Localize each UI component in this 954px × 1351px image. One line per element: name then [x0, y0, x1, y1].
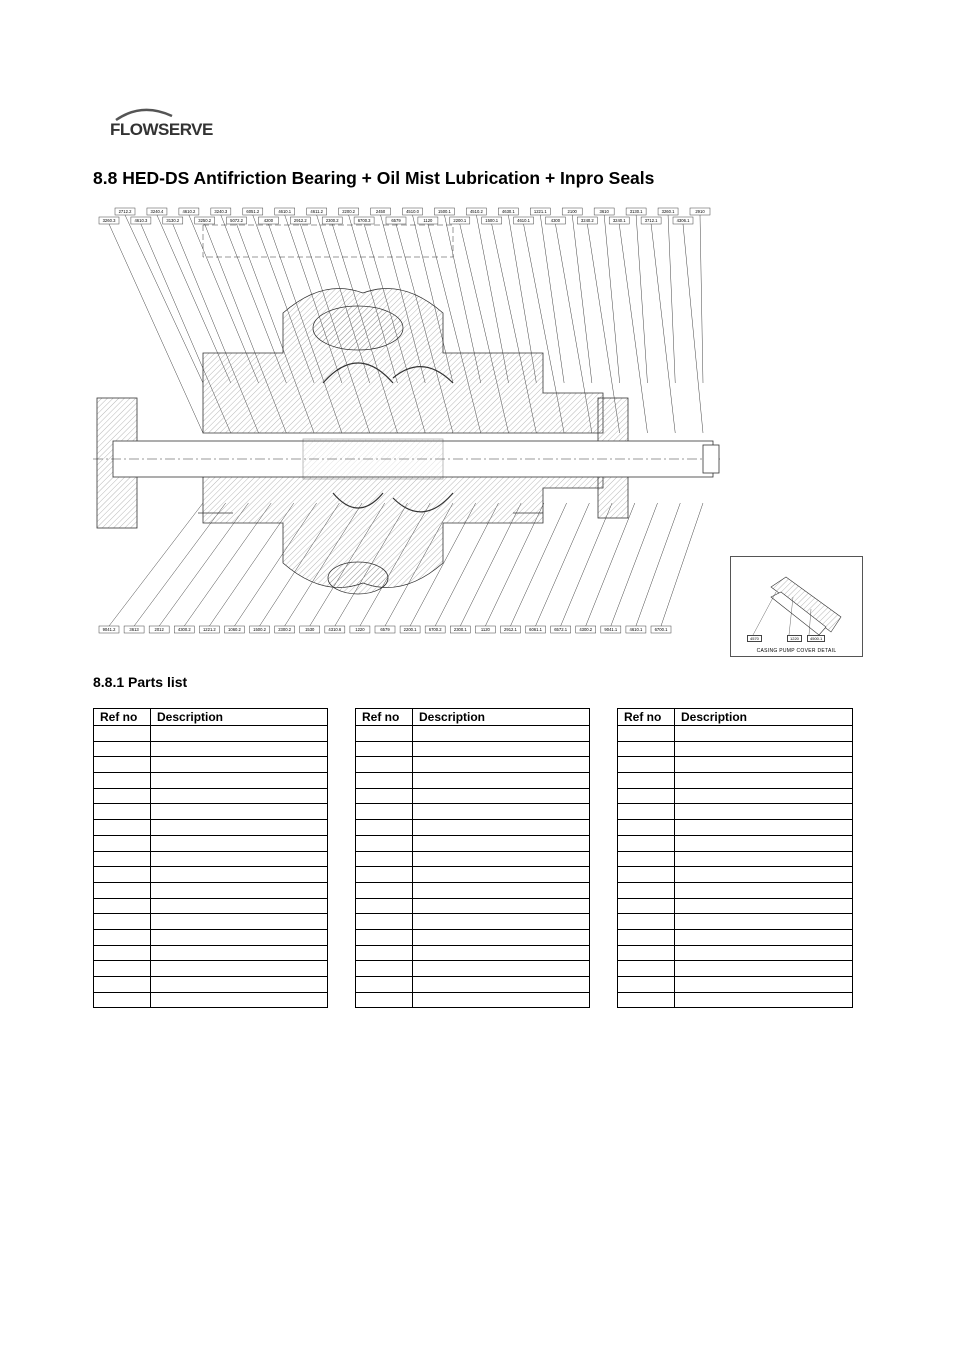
callout-label: 4310.6	[328, 627, 342, 632]
table-row	[618, 804, 853, 820]
description-cell	[675, 882, 853, 898]
description-cell	[675, 835, 853, 851]
table-row	[356, 898, 590, 914]
ref-no-cell	[618, 741, 675, 757]
callout-label: 6700.2	[428, 627, 442, 632]
callout-label: 5072.2	[230, 218, 243, 223]
description-cell	[151, 804, 328, 820]
ref-no-cell	[94, 945, 151, 961]
table-row	[356, 820, 590, 836]
callout-label: 9041.2	[102, 627, 116, 632]
leader-line	[683, 224, 703, 433]
callout-label: 2200.2	[342, 209, 356, 214]
table-row	[94, 741, 328, 757]
leader-line	[572, 215, 592, 383]
ref-no-cell	[356, 804, 413, 820]
ref-no-cell	[618, 914, 675, 930]
table-row	[618, 835, 853, 851]
description-cell	[151, 757, 328, 773]
pump-body	[93, 225, 723, 594]
leader-line	[661, 503, 703, 626]
ref-no-cell	[356, 788, 413, 804]
callout-label: 4610.1	[517, 218, 530, 223]
table-row	[356, 788, 590, 804]
table-row	[618, 914, 853, 930]
ref-no-header: Ref no	[618, 709, 675, 726]
ref-no-cell	[618, 961, 675, 977]
ref-no-cell	[356, 741, 413, 757]
ref-no-cell	[356, 898, 413, 914]
callout-label: 3240.4	[150, 209, 164, 214]
parts-list-heading: 8.8.1 Parts list	[93, 674, 188, 690]
description-header: Description	[675, 709, 853, 726]
bottom-labels	[99, 626, 671, 633]
description-cell	[151, 977, 328, 993]
callout-label: 3260.3	[102, 218, 116, 223]
ref-no-cell	[94, 914, 151, 930]
callout-label: 1500.1	[438, 209, 451, 214]
ref-no-cell	[618, 992, 675, 1008]
callout-label: 1221.2	[202, 627, 216, 632]
table-row	[356, 804, 590, 820]
description-cell	[413, 820, 590, 836]
description-cell	[151, 867, 328, 883]
callout-label: 3610	[599, 209, 609, 214]
description-cell	[675, 726, 853, 742]
logo-text: FLOWSERVE	[110, 120, 213, 139]
callout-label: 3260.1	[661, 209, 675, 214]
ref-no-cell	[618, 945, 675, 961]
top-labels-row1	[115, 208, 710, 215]
section-title: 8.8 HED-DS Antifriction Bearing + Oil Mist Lubrication + Inpro Seals	[93, 168, 655, 188]
table-row	[94, 945, 328, 961]
ref-no-cell	[94, 977, 151, 993]
description-cell	[151, 898, 328, 914]
description-cell	[151, 992, 328, 1008]
ref-no-cell	[356, 914, 413, 930]
ref-no-cell	[618, 867, 675, 883]
description-header: Description	[413, 709, 590, 726]
callout-label: 1120	[423, 218, 433, 223]
description-cell	[151, 820, 328, 836]
description-cell	[151, 773, 328, 789]
callout-label: 1221.1	[533, 209, 547, 214]
description-cell	[151, 851, 328, 867]
ref-no-cell	[356, 961, 413, 977]
table-row	[356, 961, 590, 977]
description-cell	[413, 835, 590, 851]
ref-no-cell	[94, 804, 151, 820]
leader-line	[540, 215, 564, 383]
description-cell	[413, 914, 590, 930]
callout-label: 4300.2	[177, 627, 191, 632]
ref-no-cell	[356, 773, 413, 789]
description-cell	[413, 851, 590, 867]
callout-label: 2300.2	[325, 218, 339, 223]
table-row	[94, 898, 328, 914]
table-row	[94, 757, 328, 773]
leader-line	[636, 503, 680, 626]
table-row	[356, 945, 590, 961]
pump-cross-section-drawing	[93, 203, 723, 638]
callout-label: 3240.1	[612, 218, 626, 223]
callout-label: 4610.1	[629, 627, 643, 632]
ref-no-cell	[618, 757, 675, 773]
description-cell	[675, 788, 853, 804]
ref-no-cell	[94, 851, 151, 867]
description-cell	[413, 929, 590, 945]
leader-line	[604, 215, 620, 383]
description-header: Description	[151, 709, 328, 726]
description-cell	[151, 961, 328, 977]
ref-no-cell	[94, 835, 151, 851]
ref-no-cell	[356, 882, 413, 898]
ref-no-cell	[618, 726, 675, 742]
leader-line	[586, 503, 635, 626]
description-cell	[151, 788, 328, 804]
description-cell	[151, 914, 328, 930]
description-cell	[151, 945, 328, 961]
description-cell	[413, 741, 590, 757]
table-row	[618, 741, 853, 757]
table-row	[94, 992, 328, 1008]
description-cell	[413, 867, 590, 883]
description-cell	[675, 820, 853, 836]
description-cell	[413, 977, 590, 993]
callout-label: 3130.2	[166, 218, 180, 223]
description-cell	[151, 741, 328, 757]
table-row	[618, 757, 853, 773]
table-row	[94, 914, 328, 930]
description-cell	[413, 773, 590, 789]
callout-label: 6579	[380, 627, 390, 632]
callout-label: 1500.2	[253, 627, 266, 632]
table-row	[618, 961, 853, 977]
table-row	[356, 851, 590, 867]
callout-label: 4510.0	[406, 209, 419, 214]
ref-no-cell	[356, 726, 413, 742]
table-row	[356, 992, 590, 1008]
callout-label: 3130.1	[629, 209, 643, 214]
description-cell	[151, 726, 328, 742]
table-row	[94, 820, 328, 836]
ref-no-cell	[94, 992, 151, 1008]
callout-label: 6572.1	[554, 627, 568, 632]
description-cell	[675, 945, 853, 961]
callout-label: 4610.1	[278, 209, 292, 214]
table-row	[618, 773, 853, 789]
description-cell	[413, 882, 590, 898]
ref-no-cell	[94, 726, 151, 742]
description-cell	[675, 757, 853, 773]
table-row	[94, 851, 328, 867]
ref-no-cell	[618, 773, 675, 789]
table-row	[94, 773, 328, 789]
table-row	[356, 977, 590, 993]
description-cell	[675, 914, 853, 930]
table-row	[356, 741, 590, 757]
callout-label: 4610.2	[182, 209, 196, 214]
callout-label: 1220	[355, 627, 365, 632]
leader-line	[700, 215, 703, 383]
callout-label: 6579	[391, 218, 401, 223]
ref-no-cell	[356, 945, 413, 961]
callout-label: 2200.1	[403, 627, 417, 632]
ref-no-cell	[356, 992, 413, 1008]
description-cell	[675, 929, 853, 945]
callout-label: 4300	[550, 218, 561, 223]
description-cell	[675, 867, 853, 883]
description-cell	[675, 961, 853, 977]
description-cell	[675, 773, 853, 789]
ref-no-cell	[356, 835, 413, 851]
callout-label: 9041.1	[604, 627, 618, 632]
leader-line	[668, 215, 675, 383]
table-row	[618, 788, 853, 804]
callout-label: 2912.2	[293, 218, 307, 223]
description-cell	[675, 851, 853, 867]
callout-label: 4610.3	[134, 218, 148, 223]
leader-line	[611, 503, 658, 626]
table-row	[356, 835, 590, 851]
ref-no-cell	[94, 788, 151, 804]
ref-no-cell	[618, 882, 675, 898]
table-row	[356, 882, 590, 898]
detail-label: 4570	[747, 635, 762, 642]
table-row	[94, 929, 328, 945]
table-row	[618, 726, 853, 742]
ref-no-cell	[618, 820, 675, 836]
leader-line	[636, 215, 647, 383]
callout-label: 4306.1	[676, 218, 690, 223]
table-row	[356, 726, 590, 742]
table-row	[94, 977, 328, 993]
description-cell	[413, 726, 590, 742]
callout-label: 1060.2	[228, 627, 241, 632]
callout-label: 3240.3	[214, 209, 228, 214]
ref-no-cell	[618, 898, 675, 914]
callout-label: 2450	[375, 209, 386, 214]
table-row	[618, 820, 853, 836]
table-row	[94, 788, 328, 804]
callout-label: 2910	[695, 209, 705, 214]
description-cell	[151, 835, 328, 851]
top-labels-row2	[99, 217, 693, 224]
ref-no-cell	[94, 898, 151, 914]
description-cell	[413, 788, 590, 804]
description-cell	[151, 882, 328, 898]
leader-line	[125, 215, 203, 383]
table-row	[356, 929, 590, 945]
ref-no-cell	[94, 961, 151, 977]
callout-label: 6700.1	[654, 627, 668, 632]
ref-no-header: Ref no	[356, 709, 413, 726]
ref-no-cell	[94, 741, 151, 757]
table-row	[356, 757, 590, 773]
ref-no-cell	[356, 820, 413, 836]
leader-line	[536, 503, 590, 626]
ref-no-cell	[618, 929, 675, 945]
table-row	[356, 914, 590, 930]
table-row	[94, 882, 328, 898]
callout-label: 6051.2	[246, 209, 260, 214]
ref-no-cell	[94, 757, 151, 773]
description-cell	[413, 961, 590, 977]
table-row	[94, 726, 328, 742]
callout-label: 6700.3	[357, 218, 371, 223]
ref-no-cell	[94, 867, 151, 883]
callout-label: 2200.1	[453, 218, 467, 223]
table-row	[356, 867, 590, 883]
detail-label: 4500.1	[807, 635, 825, 642]
ref-no-cell	[356, 851, 413, 867]
casing-pump-cover-detail	[730, 556, 863, 657]
table-row	[618, 898, 853, 914]
description-cell	[675, 741, 853, 757]
description-cell	[151, 929, 328, 945]
ref-no-cell	[618, 788, 675, 804]
parts-table-1	[93, 708, 328, 1008]
table-row	[94, 867, 328, 883]
table-row	[356, 773, 590, 789]
callout-label: 1500.1	[485, 218, 499, 223]
table-row	[94, 804, 328, 820]
table-row	[618, 992, 853, 1008]
description-cell	[413, 945, 590, 961]
callout-label: 4510.2	[469, 209, 483, 214]
table-row	[618, 929, 853, 945]
callout-label: 3613	[129, 627, 139, 632]
callout-label: 4611.2	[310, 209, 323, 214]
callout-label: 4630.1	[501, 209, 515, 214]
parts-table-3	[617, 708, 853, 1008]
table-row	[94, 961, 328, 977]
callout-label: 3712.1	[644, 218, 658, 223]
description-cell	[675, 992, 853, 1008]
callout-label: 1530	[305, 627, 315, 632]
flowserve-logo	[110, 106, 220, 146]
table-row	[618, 851, 853, 867]
callout-label: 2912.1	[504, 627, 517, 632]
callout-label: 6061.1	[529, 627, 542, 632]
callout-label: 2300.1	[453, 627, 467, 632]
callout-label: 3250.2	[198, 218, 212, 223]
ref-no-cell	[618, 835, 675, 851]
callout-label: 2012	[154, 627, 164, 632]
callout-label: 2712.2	[118, 209, 132, 214]
table-row	[618, 977, 853, 993]
ref-no-header: Ref no	[94, 709, 151, 726]
callout-label: 2300.2	[278, 627, 292, 632]
table-row	[618, 945, 853, 961]
description-cell	[675, 804, 853, 820]
ref-no-cell	[618, 977, 675, 993]
description-cell	[413, 757, 590, 773]
callout-label: 3240.2	[580, 218, 594, 223]
ref-no-cell	[618, 851, 675, 867]
leader-line	[651, 224, 675, 433]
callout-label: 4200	[263, 218, 274, 223]
detail-label: 1220	[787, 635, 802, 642]
table-row	[94, 835, 328, 851]
description-cell	[413, 992, 590, 1008]
callout-label: 4300.2	[579, 627, 593, 632]
callout-label: 1120	[480, 627, 490, 632]
detail-caption: CASING PUMP COVER DETAIL	[756, 648, 837, 654]
ref-no-cell	[356, 867, 413, 883]
description-cell	[675, 898, 853, 914]
description-cell	[675, 977, 853, 993]
ref-no-cell	[356, 929, 413, 945]
ref-no-cell	[618, 804, 675, 820]
leader-line	[561, 503, 612, 626]
ref-no-cell	[94, 882, 151, 898]
ref-no-cell	[94, 773, 151, 789]
ref-no-cell	[356, 757, 413, 773]
description-cell	[413, 804, 590, 820]
description-cell	[413, 898, 590, 914]
ref-no-cell	[356, 977, 413, 993]
table-row	[618, 867, 853, 883]
ref-no-cell	[94, 820, 151, 836]
table-row	[618, 882, 853, 898]
callout-label: 2100	[567, 209, 577, 214]
ref-no-cell	[94, 929, 151, 945]
parts-table-2	[355, 708, 590, 1008]
